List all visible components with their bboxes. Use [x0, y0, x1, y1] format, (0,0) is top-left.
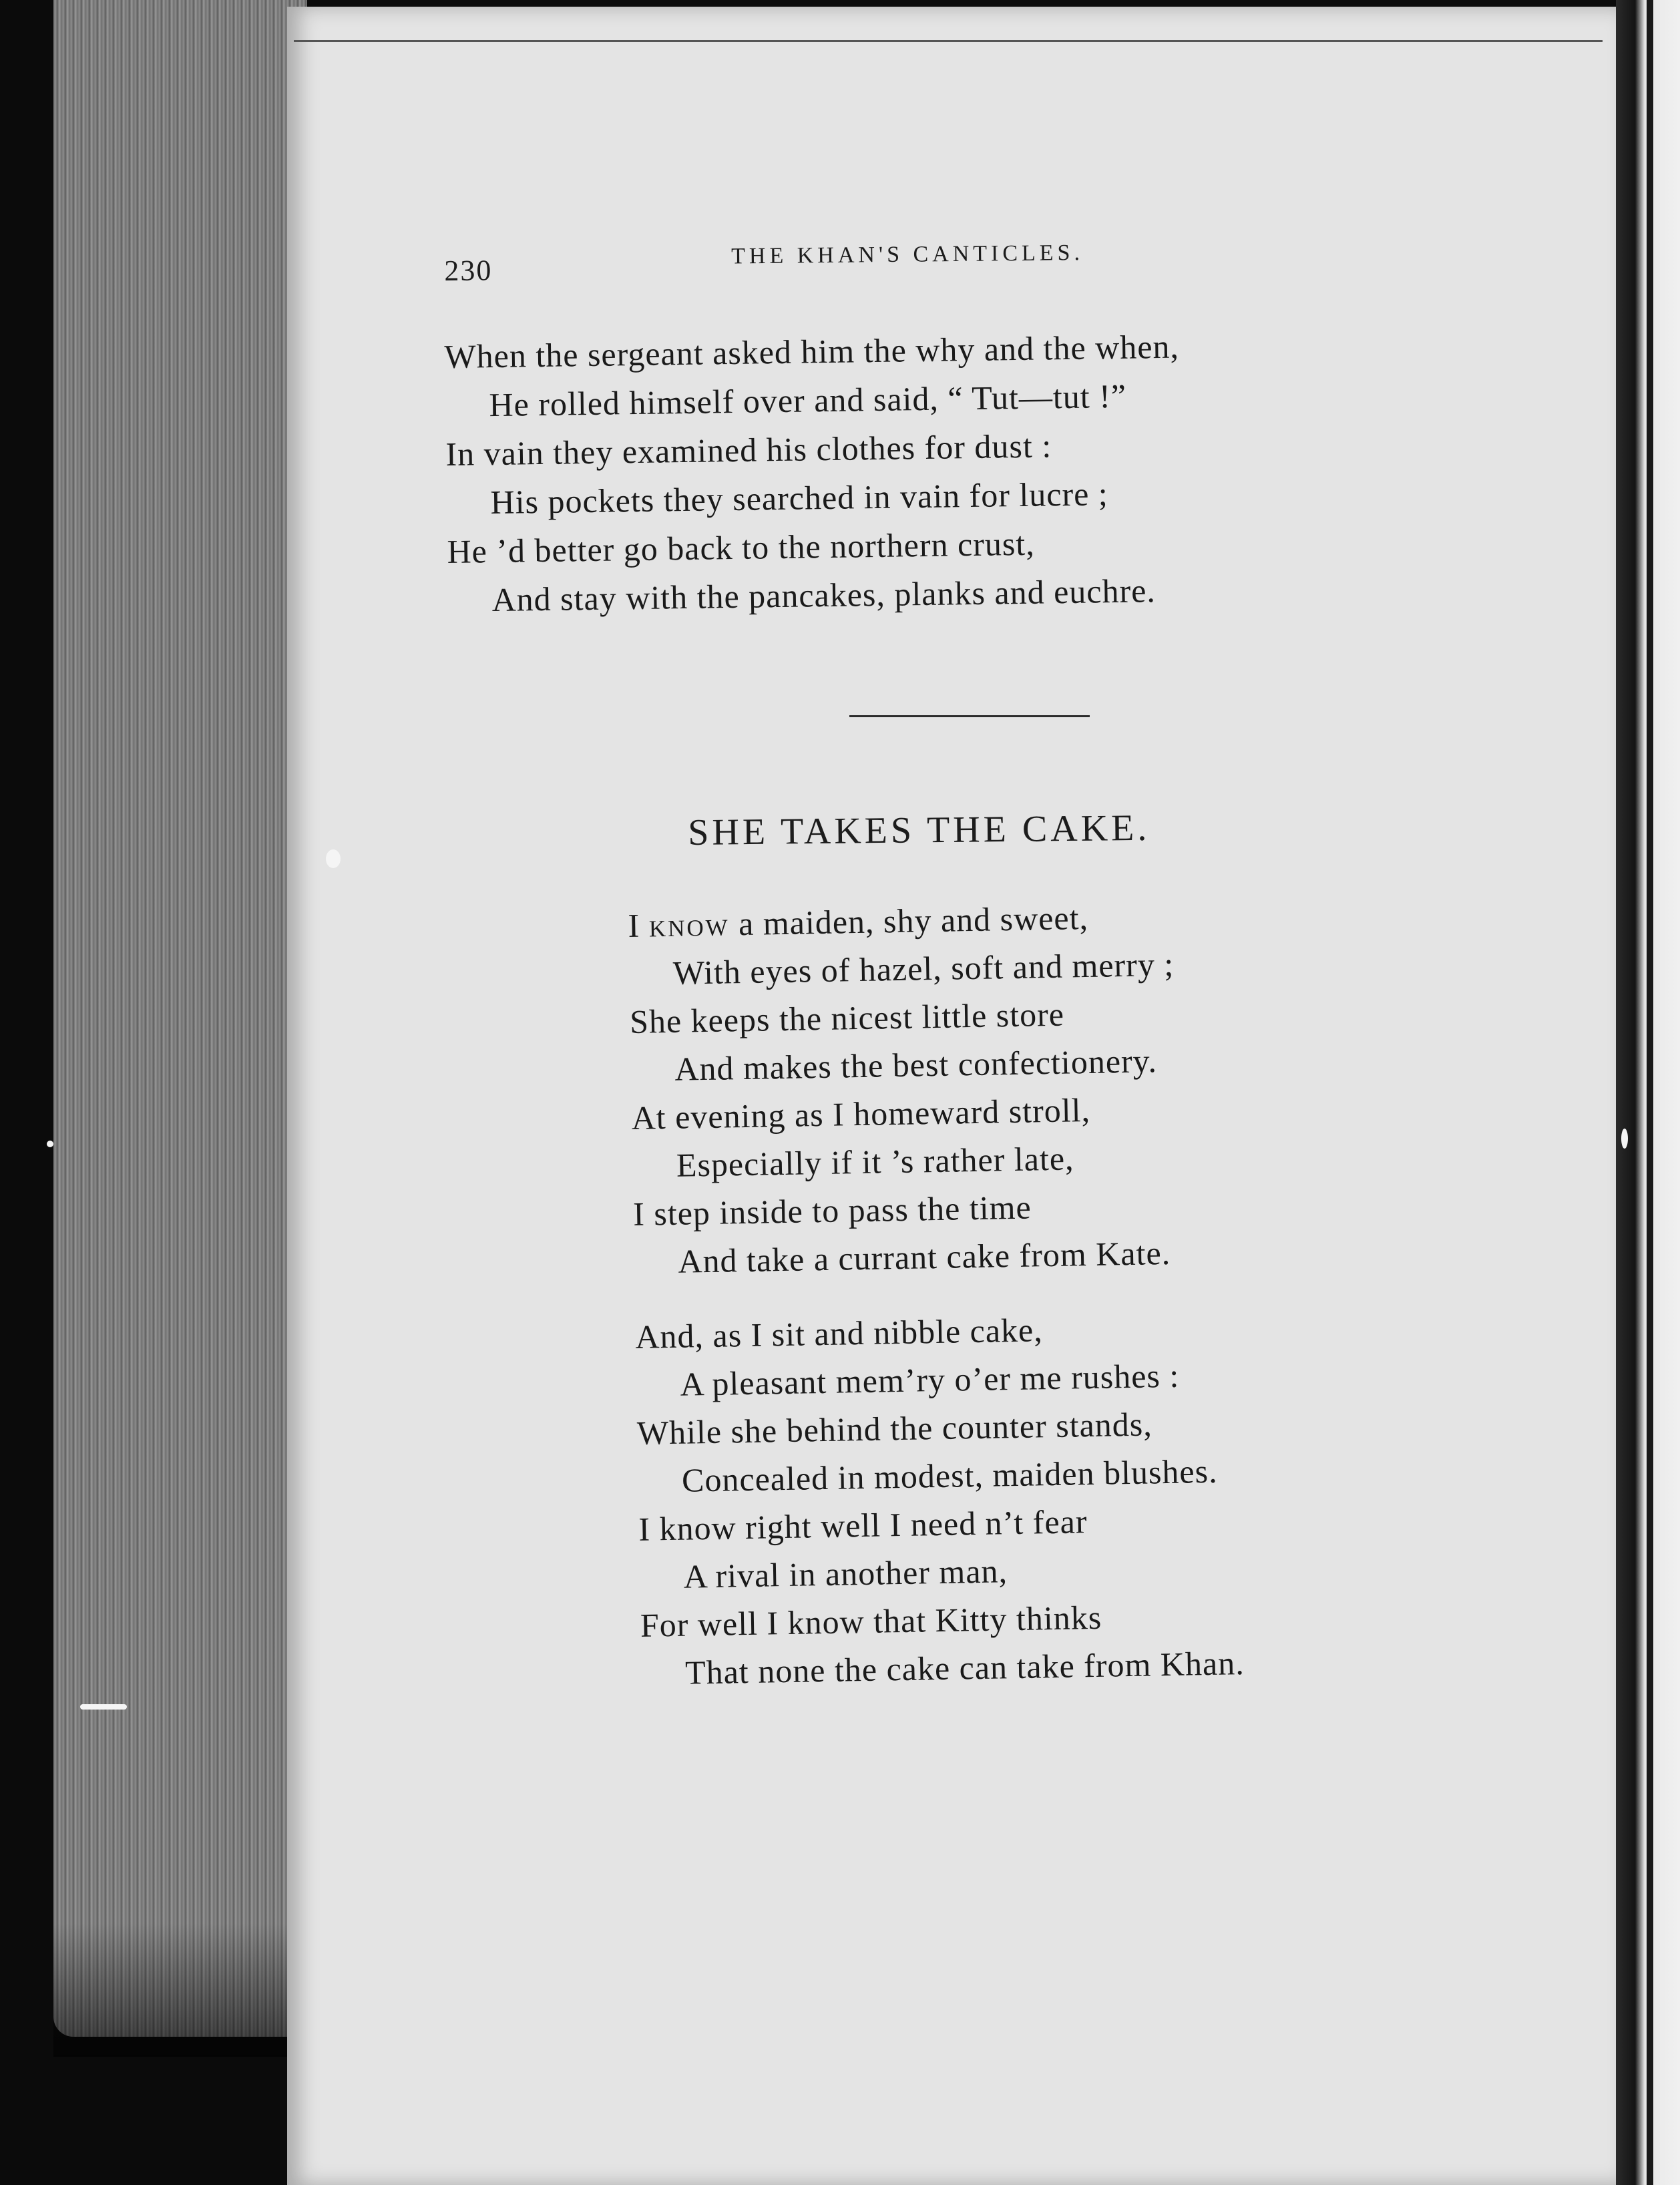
main-poem — [628, 891, 1245, 1698]
poem-line: She keeps the nicest little store — [629, 995, 1065, 1040]
dust-speck — [80, 1704, 127, 1710]
page-edges — [53, 0, 307, 2037]
section-separator — [849, 715, 1090, 717]
poem-line: At evening as I homeward stroll, — [631, 1090, 1091, 1137]
poem-line: I know right well I need n’t fear — [638, 1503, 1088, 1548]
first-smallcaps: know — [648, 905, 730, 944]
page-top-rule — [294, 40, 1603, 42]
gutter-line — [1647, 0, 1653, 2185]
poem-line: A rival in another man, — [683, 1552, 1008, 1595]
poem-line: In vain they examined his clothes for dust : — [445, 427, 1052, 473]
poem-line: When the sergeant asked him the why and the when, — [444, 327, 1180, 375]
poem-line: For well I know that Kitty thinks — [640, 1598, 1102, 1644]
poem-line: His pockets they searched in vain for lucre ; — [490, 475, 1109, 522]
running-head: THE KHAN'S CANTICLES. — [730, 240, 1084, 269]
first-word: I — [628, 906, 650, 944]
poem-line: A pleasant mem’ry o’er me rushes : — [680, 1356, 1180, 1403]
poem-line: Especially if it ’s rather late, — [676, 1139, 1074, 1184]
poem-line: That none the cake can take from Khan. — [684, 1644, 1245, 1692]
page-number: 230 — [444, 254, 493, 287]
poem-line: And makes the best confectionery. — [674, 1042, 1158, 1088]
first-rest: a maiden, shy and sweet, — [729, 898, 1089, 943]
dust-speck — [326, 849, 341, 868]
poem-line: While she behind the counter stands, — [636, 1405, 1153, 1452]
poem-line: Concealed in modest, maiden blushes. — [681, 1452, 1219, 1499]
poem-line: He ’d better go back to the northern crust, — [447, 524, 1036, 570]
poem-line: With eyes of hazel, soft and merry ; — [672, 945, 1175, 992]
poem-line: I step inside to pass the time — [632, 1188, 1032, 1233]
top-poem — [444, 323, 1183, 625]
poem-line: And take a currant cake from Kate. — [677, 1233, 1171, 1280]
poem-title: SHE TAKES THE CAKE. — [688, 807, 1150, 853]
poem-line: He rolled himself over and said, “ Tut—tut !” — [489, 377, 1127, 424]
dust-speck — [47, 1141, 53, 1147]
poem-line: And stay with the pancakes, planks and euchre. — [491, 572, 1157, 619]
poem-line: And, as I sit and nibble cake, — [634, 1311, 1044, 1356]
dust-speck — [1621, 1129, 1628, 1149]
